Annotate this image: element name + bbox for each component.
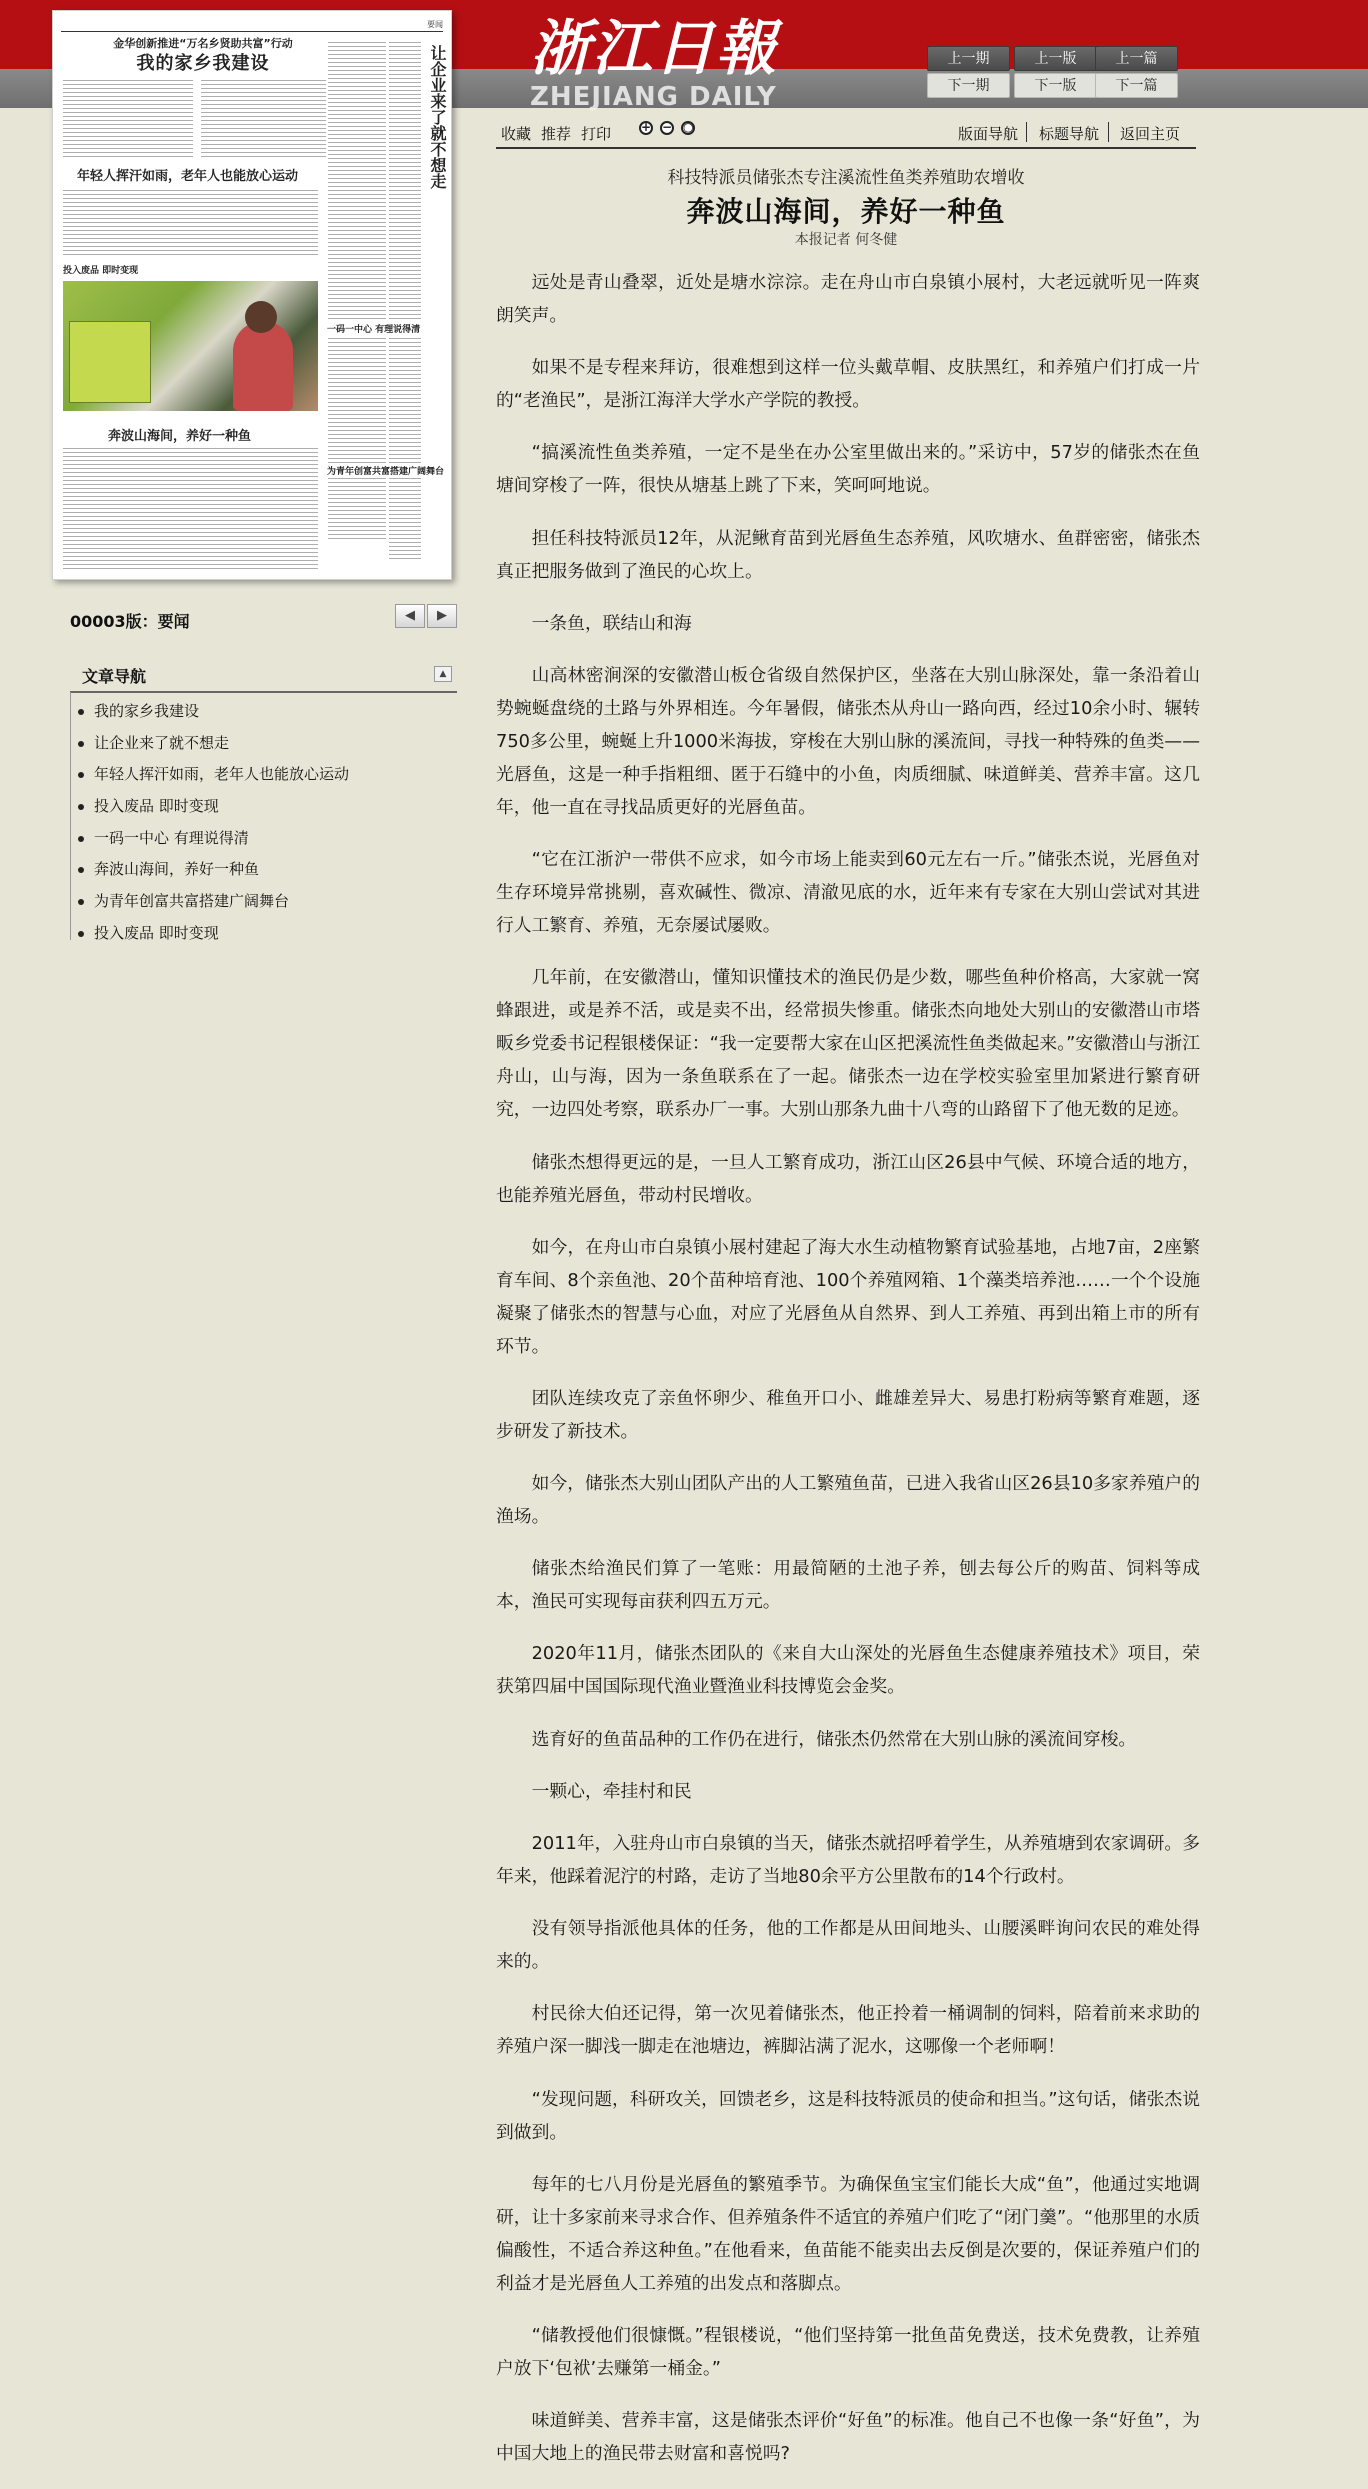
article-paragraph: 没有领导指派他具体的任务，他的工作都是从田间地头、山腰溪畔询问农民的难处得来的。 [496,1918,1200,1973]
preview-text-block [63,445,318,570]
logo-english[interactable]: ZHEJIANG DAILY [530,82,777,112]
photo-recycling-box [69,321,151,403]
article-paragraph: 如果不是专程来拜访，很难想到这样一位头戴草帽、皮肤黑红，和养殖户们打成一片的“老渔民”，是浙江海洋大学水产学院的教授。 [496,357,1200,412]
article-paragraph: 2020年11月，储张杰团队的《来自大山深处的光唇鱼生态健康养殖技术》项目，荣获第四届中国国际现代渔业暨渔业科技博览会金奖。 [496,1643,1200,1698]
collapse-icon[interactable]: ▲ [434,666,452,682]
preview-subheadline[interactable]: 一码一中心 有理说得清 [325,321,422,336]
article-paragraph: “它在江浙沪一带供不应求，如今市场上能卖到60元左右一斤。”储张杰说，光唇鱼对生存环境异常挑剔，喜欢碱性、微凉、清澈见底的水，近年来有专家在大别山尝试对其进行人工繁育、养殖，无奈屡试屡败。 [496,849,1200,937]
nav-article-link[interactable]: 一码一中心 有理说得清 [70,823,457,855]
article-paragraph: 储张杰给渔民们算了一笔账：用最简陋的土池子养，刨去每公斤的购苗、饲料等成本，渔民可实现每亩获利四五万元。 [496,1558,1200,1613]
prev-article-button[interactable]: 上一篇 [1095,46,1178,71]
recommend-link[interactable]: 推荐 [541,125,572,143]
zoom-in-icon[interactable]: + [641,120,652,134]
article-paragraph: 如今，在舟山市白泉镇小展村建起了海大水生动植物繁育试验基地，占地7亩，2座繁育车间、8个亲鱼池、20个苗种培育池、100个养殖网箱、1个藻类培养池……一个个设施凝聚了储张杰的智慧与心血，对应了光唇鱼从自然界、到人工养殖、再到出箱上市的所有环节。 [496,1236,1200,1357]
nav-article-link[interactable]: 投入废品 即时变现 [70,918,457,950]
print-link[interactable]: 打印 [581,125,612,143]
preview-text-block [389,39,421,559]
zoom-out-icon[interactable]: − [662,120,673,134]
article-paragraph: 远处是青山叠翠，近处是塘水淙淙。走在舟山市白泉镇小展村，大老远就听见一阵爽朗笑声。 [496,272,1200,326]
photo-person-head [245,301,277,333]
page-nav-link[interactable]: 版面导航 [958,125,1019,143]
preview-kicker[interactable]: 金华创新推进“万名乡贤助共富”行动 [113,37,293,50]
article-nav-list [70,696,457,950]
article-section-heading: 一颗心，牵挂村和民 [531,1780,692,1802]
article-paragraph: 村民徐大伯还记得，第一次见着储张杰，他正拎着一桶调制的饲料，陪着前来求助的养殖户深一脚浅一脚走在池塘边，裤脚沾满了泥水，这哪像一个老师啊！ [496,2003,1200,2058]
prev-period-button[interactable]: 上一期 [927,46,1010,71]
preview-page-label: 要闻 [427,20,443,29]
logo-chinese[interactable]: 浙江日報 [530,14,778,84]
toolbar-separator [1026,122,1027,142]
article-paragraph: “储教授他们很慷慨。”程银楼说，“他们坚持第一批鱼苗免费送，技术免费教，让养殖户放下‘包袱’去赚第一桶金。” [496,2324,1200,2379]
nav-article-link[interactable]: 投入废品 即时变现 [70,791,457,823]
article-paragraph: 几年前，在安徽潜山，懂知识懂技术的渔民仍是少数，哪些鱼种价格高，大家就一窝蜂跟进，或是养不活，或是卖不出，经常损失惨重。储张杰向地处大别山的安徽潜山市塔畈乡党委书记程银楼保证：“我一定要帮大家在山区把溪流性鱼类做起来。”安徽潜山与浙江舟山，山与海，因为一条鱼联系在了一起。储张杰一边在学校实验室里加紧进行繁育研究，一边四处考察，联系办厂一事。大别山那条九曲十八弯的山路留下了他无数的足迹。 [496,967,1200,1121]
prev-edition-button[interactable]: 上一版 [1014,46,1097,71]
article-section-heading: 一条鱼，联结山和海 [531,612,692,634]
next-article-button[interactable]: 下一篇 [1095,73,1178,98]
article-paragraph: “发现问题，科研攻关，回馈老乡，这是科技特派员的使命和担当。”这句话，储张杰说到做到。 [496,2088,1200,2143]
nav-article-link[interactable]: 让企业来了就不想走 [70,728,457,760]
article-title: 奔波山海间，养好一种鱼 [686,195,1006,228]
newspaper-page-preview[interactable] [52,10,452,580]
preview-subheadline[interactable]: 为青年创富共富搭建广阔舞台 [325,463,446,478]
favorite-link[interactable]: 收藏 [501,125,532,143]
preview-header [61,17,443,32]
article-paragraph: 味道鲜美、营养丰富，这是储张杰评价“好鱼”的标准。他自己不也像一条“好鱼”，为中国大地上的渔民带去财富和喜悦吗? [496,2410,1200,2465]
edition-label: 00003版：要闻 [70,612,190,631]
preview-text-block [201,77,326,157]
toolbar-separator [1108,122,1109,142]
title-nav-link[interactable]: 标题导航 [1039,125,1100,143]
article-paragraph: 如今，储张杰大别山团队产出的人工繁殖鱼苗，已进入我省山区26县10多家养殖户的渔场。 [496,1473,1200,1528]
article-body [496,266,1200,2489]
article-navigation [70,656,457,946]
nav-article-link[interactable]: 我的家乡我建设 [70,696,457,728]
article-paragraph: 团队连续攻克了亲鱼怀卵少、稚鱼开口小、雌雄差异大、易患打粉病等繁育难题，逐步研发了新技术。 [496,1387,1200,1442]
next-page-arrow-icon[interactable]: ▶ [427,604,457,628]
article-paragraph: 山高林密涧深的安徽潜山板仓省级自然保护区，坐落在大别山脉深处，靠一条沿着山势蜿蜒盘绕的土路与外界相连。今年暑假，储张杰从舟山一路向西，经过10余小时、辗转750多公里，蜿蜒上升1000米海拔，穿梭在大别山脉的溪流间，寻找一种特殊的鱼类——光唇鱼，这是一种手指粗细、匿于石缝中的小鱼，肉质细腻、味道鲜美、营养丰富。这几年，他一直在寻找品质更好的光唇鱼苗。 [496,664,1200,818]
article-paragraph: 2011年，入驻舟山市白泉镇的当天，储张杰就招呼着学生，从养殖塘到农家调研。多年来，他踩着泥泞的村路，走访了当地80余平方公里散布的14个行政村。 [496,1833,1200,1887]
photo-person [233,321,293,411]
preview-subheadline[interactable]: 年轻人挥汗如雨，老年人也能放心运动 [77,169,299,184]
article-nav-title: 文章导航 [82,667,147,686]
article-paragraph: “搞溪流性鱼类养殖，一定不是坐在办公室里做出来的。”采访中，57岁的储张杰在鱼塘间穿梭了一阵，很快从塘基上跳了下来，笑呵呵地说。 [496,442,1200,497]
prev-page-arrow-icon[interactable]: ◀ [395,604,425,628]
home-link[interactable]: 返回主页 [1120,125,1181,143]
nav-divider [70,691,457,693]
preview-text-block [63,77,193,157]
nav-article-link[interactable]: 为青年创富共富搭建广阔舞台 [70,886,457,918]
preview-subheadline[interactable]: 奔波山海间，养好一种鱼 [108,429,252,444]
article-paragraph: 选育好的鱼苗品种的工作仍在进行，储张杰仍然常在大别山脉的溪流间穿梭。 [531,1728,1137,1750]
preview-subheadline[interactable]: 投入废品 即时变现 [63,266,139,276]
next-period-button[interactable]: 下一期 [927,73,1010,98]
preview-photo[interactable] [63,281,318,411]
article-kicker: 科技特派员储张杰专注溪流性鱼类养殖助农增收 [667,168,1025,188]
next-edition-button[interactable]: 下一版 [1014,73,1097,98]
zoom-reset-icon[interactable]: ○ [683,120,694,134]
preview-headline[interactable]: 我的家乡我建设 [136,53,270,74]
nav-article-link[interactable]: 奔波山海间，养好一种鱼 [70,854,457,886]
nav-article-link[interactable]: 年轻人挥汗如雨，老年人也能放心运动 [70,759,457,791]
toolbar-divider [496,147,1196,149]
preview-text-block [63,187,318,257]
article-toolbar [496,117,1196,147]
preview-vertical-headline[interactable]: 让企业来了就不想走 [428,45,447,189]
article-byline: 本报记者 何冬健 [794,232,898,248]
article-paragraph: 储张杰想得更远的是，一旦人工繁育成功，浙江山区26县中气候、环境合适的地方，也能养殖光唇鱼，带动村民增收。 [496,1151,1200,1206]
article-paragraph: 担任科技特派员12年，从泥鳅育苗到光唇鱼生态养殖，风吹塘水、鱼群密密，储张杰真正把服务做到了渔民的心坎上。 [496,527,1200,582]
article-paragraph: 每年的七八月份是光唇鱼的繁殖季节。为确保鱼宝宝们能长大成“鱼”，他通过实地调研，让十多家前来寻求合作、但养殖条件不适宜的养殖户们吃了“闭门羹”。“他那里的水质偏酸性，不适合养这种鱼。”在他看来，鱼苗能不能卖出去反倒是次要的，保证养殖户们的利益才是光唇鱼人工养殖的出发点和落脚点。 [496,2173,1200,2294]
